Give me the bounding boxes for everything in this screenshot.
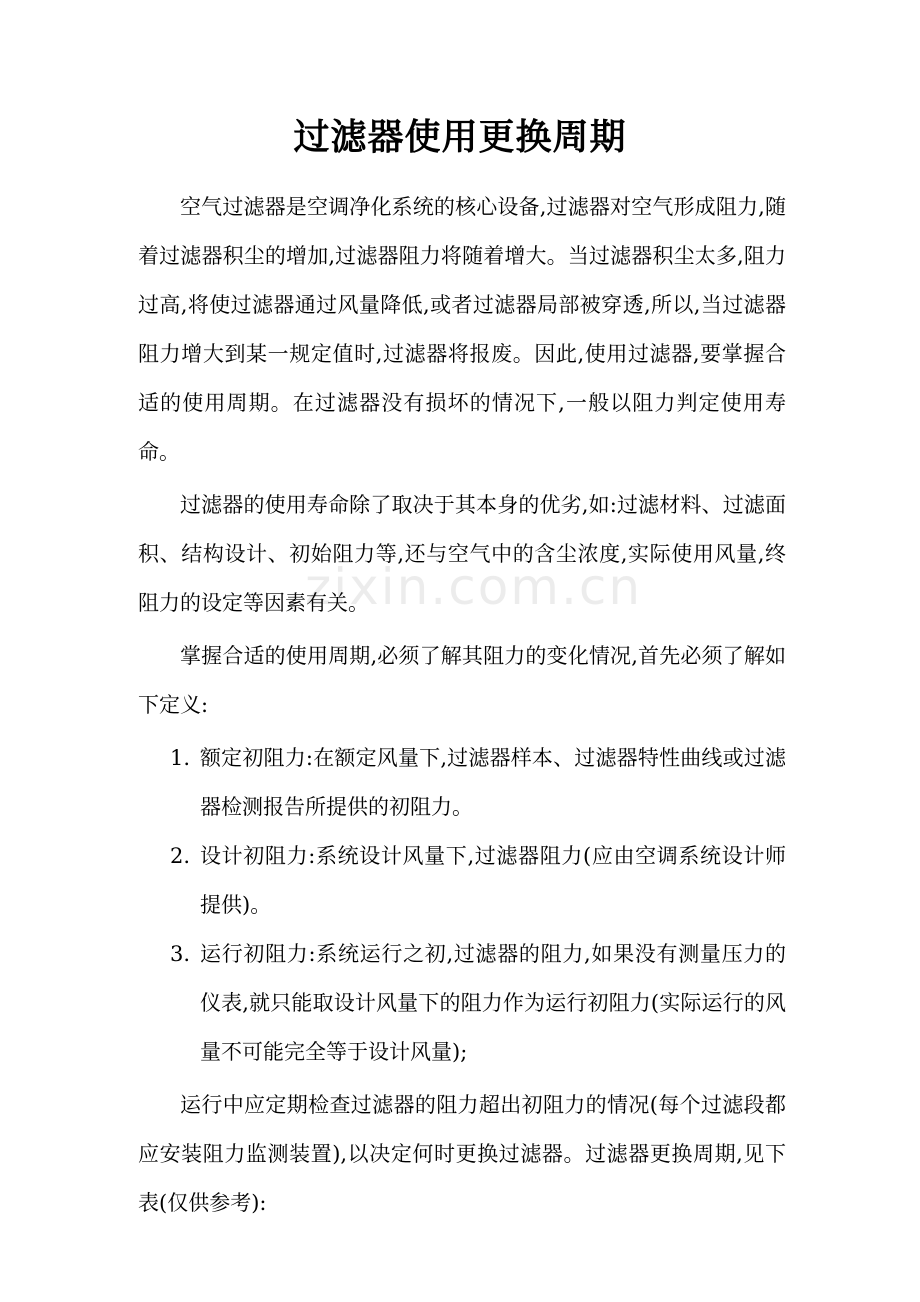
- list-text: 运行初阻力:系统运行之初,过滤器的阻力,如果没有测量压力的仪表,就只能取设计风量下的阻力作为运行初阻力(实际运行的风量不可能完全等于设计风量);: [200, 942, 786, 1064]
- list-number: 1.: [170, 746, 191, 770]
- definition-list: [138, 734, 786, 1077]
- list-item: [170, 930, 786, 1077]
- paragraph-service-life: 过滤器的使用寿命除了取决于其本身的优劣,如:过滤材料、过滤面积、结构设计、初始阻力等,还与空气中的含尘浓度,实际使用风量,终阻力的设定等因素有关。: [138, 493, 786, 615]
- paragraph-intro: 空气过滤器是空调净化系统的核心设备,过滤器对空气形成阻力,随着过滤器积尘的增加,过滤器阻力将随着增大。当过滤器积尘太多,阻力过高,将使过滤器通过风量降低,或者过滤器局部被穿透,所以,当过滤器阻力增大到某一规定值时,过滤器将报废。因此,使用过滤器,要掌握合适的使用周期。在过滤器没有损坏的情况下,一般以阻力判定使用寿命。: [138, 195, 786, 464]
- list-text: 额定初阻力:在额定风量下,过滤器样本、过滤器特性曲线或过滤器检测报告所提供的初阻力。: [200, 746, 786, 819]
- paragraph-closing: 运行中应定期检查过滤器的阻力超出初阻力的情况(每个过滤段都应安装阻力监测装置),以决定何时更换过滤器。过滤器更换周期,见下表(仅供参考):: [138, 1093, 786, 1215]
- list-text: 设计初阻力:系统设计风量下,过滤器阻力(应由空调系统设计师提供)。: [200, 844, 786, 917]
- list-number: 3.: [170, 942, 191, 966]
- watermark: zixin.com.cn: [305, 558, 643, 616]
- list-item: [170, 832, 786, 930]
- list-number: 2.: [170, 844, 191, 868]
- list-item: [170, 734, 786, 832]
- paragraph-definitions-intro: 掌握合适的使用周期,必须了解其阻力的变化情况,首先必须了解如下定义:: [138, 644, 786, 717]
- document-title: 过滤器使用更换周期: [293, 116, 627, 158]
- document-body: [138, 183, 786, 1232]
